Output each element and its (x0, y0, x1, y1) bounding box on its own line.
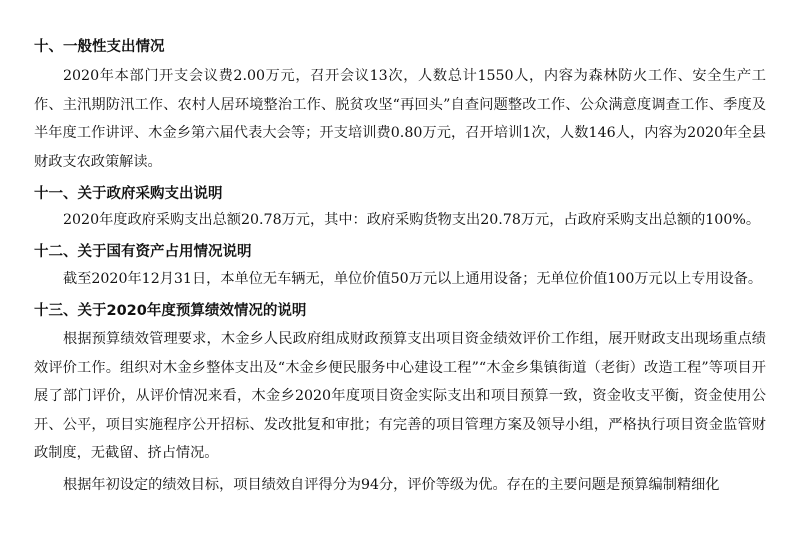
section-13-paragraph-2: 根据年初设定的绩效目标，项目绩效自评得分为94分，评价等级为优。存在的主要问题是预算编制精细化 (63, 477, 720, 493)
section-12-paragraph: 截至2020年12月31日，本单位无车辆无，单位价值50万元以上通用设备；无单位价值100万元以上专用设备。 (63, 271, 763, 287)
section-heading-11: 十一、关于政府采购支出说明 (34, 186, 223, 202)
section-heading-13: 十三、关于2020年度预算绩效情况的说明 (34, 303, 307, 319)
section-10-paragraph: 2020年本部门开支会议费2.00万元，召开会议13次，人数总计1550人，内容为森林防火工作、安全生产工作、主汛期防汛工作、农村人居环境整治工作、脱贫攻坚“再回头”自查问题整改工作、公众满意度调查工作、季度及半年度工作讲评、木金乡第六届代表大会等；开支培训费0.80万元，召开培训1次，人数146人，内容为2020年全县财政支农政策解读。 (34, 68, 766, 170)
section-13-paragraph-1: 根据预算绩效管理要求，木金乡人民政府组成财政预算支出项目资金绩效评价工作组，展开财政支出现场重点绩效评价工作。组织对木金乡整体支出及“木金乡便民服务中心建设工程”“木金乡集镇街道（老街）改造工程”等项目开展了部门评价，从评价情况来看，木金乡2020年度项目资金实际支出和项目预算一致，资金收支平衡，资金使用公开、公平，项目实施程序公开招标、发改批复和审批；有完善的项目管理方案及领导小组，严格执行项目资金监管财政制度，无截留、挤占情况。 (34, 331, 766, 462)
section-heading-12: 十二、关于国有资产占用情况说明 (34, 244, 252, 260)
section-heading-10: 十、一般性支出情况 (34, 39, 165, 55)
section-11-paragraph: 2020年度政府采购支出总额20.78万元，其中：政府采购货物支出20.78万元，占政府采购支出总额的100%。 (63, 212, 761, 228)
